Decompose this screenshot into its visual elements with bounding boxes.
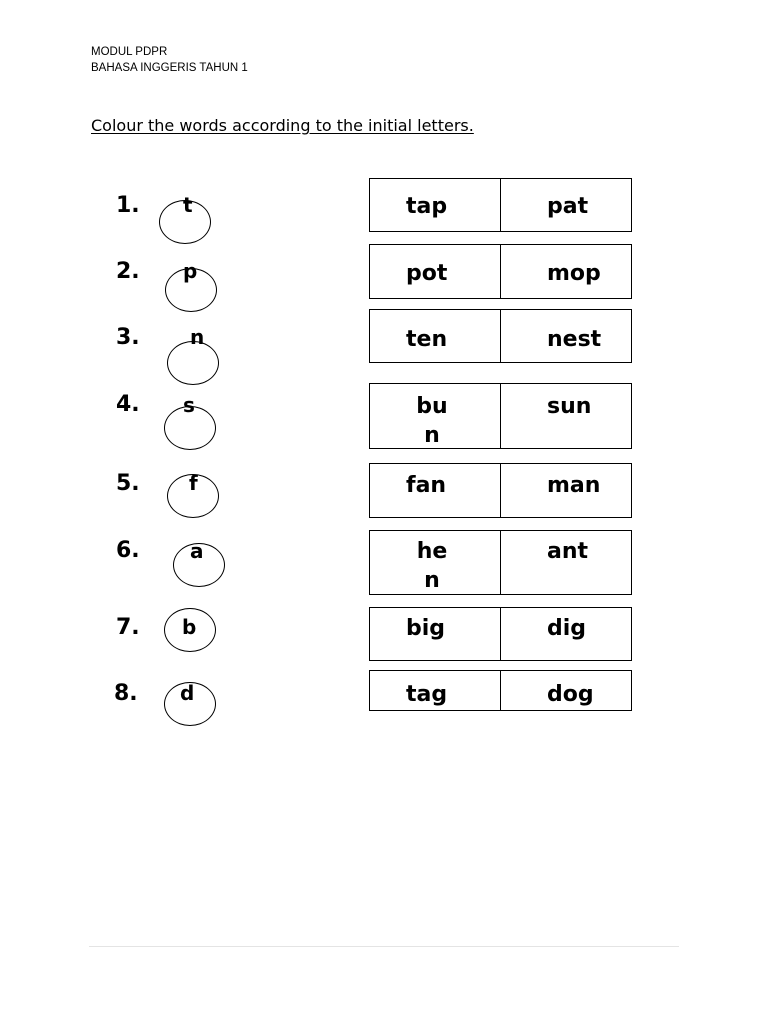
word-cell[interactable] (500, 608, 631, 660)
item-number: 7. (116, 615, 140, 640)
letter-circle[interactable] (167, 474, 219, 518)
item-number: 6. (116, 538, 140, 563)
word-cell[interactable] (370, 384, 500, 448)
initial-letter: t (183, 193, 193, 217)
word-cell[interactable] (500, 384, 631, 448)
word-box (369, 244, 632, 299)
word-text: ant (547, 539, 589, 564)
word-text: big (406, 616, 446, 641)
word-cell[interactable] (370, 671, 500, 710)
word-text: pot (406, 261, 448, 286)
module-header (91, 44, 248, 76)
word-cell[interactable] (500, 310, 631, 362)
word-box (369, 607, 632, 661)
initial-letter: s (183, 393, 195, 417)
letter-circle[interactable] (167, 341, 219, 385)
item-number: 8. (114, 681, 138, 706)
word-cell[interactable] (370, 464, 500, 517)
word-cell[interactable] (370, 608, 500, 660)
word-cell[interactable] (500, 179, 631, 231)
word-text: pat (547, 194, 589, 219)
letter-circle[interactable] (159, 200, 211, 244)
word-text: mop (547, 261, 601, 286)
footer-divider (89, 946, 679, 947)
word-cell[interactable] (370, 245, 500, 298)
module-subject: BAHASA INGGERIS TAHUN 1 (91, 62, 248, 74)
initial-letter: f (189, 471, 198, 495)
word-text: fan (406, 473, 447, 498)
word-cell[interactable] (500, 245, 631, 298)
item-number: 5. (116, 471, 140, 496)
letter-circle[interactable] (165, 268, 217, 312)
item-number: 3. (116, 325, 140, 350)
item-number: 2. (116, 259, 140, 284)
word-text: tag (406, 682, 448, 707)
word-box (369, 670, 632, 711)
letter-circle[interactable] (164, 406, 216, 450)
word-box (369, 309, 632, 363)
word-text: ten (406, 327, 448, 352)
word-text: dog (547, 682, 594, 707)
word-box (369, 383, 632, 449)
item-number: 4. (116, 392, 140, 417)
initial-letter: n (190, 325, 205, 349)
item-number: 1. (116, 193, 140, 218)
word-cell[interactable] (500, 671, 631, 710)
word-cell[interactable] (370, 179, 500, 231)
word-box (369, 178, 632, 232)
word-text: dig (547, 616, 587, 641)
initial-letter: d (180, 681, 195, 705)
word-box (369, 530, 632, 595)
word-text: nest (547, 327, 602, 352)
word-text: man (547, 473, 601, 498)
module-title: MODUL PDPR (91, 46, 168, 58)
word-cell[interactable] (370, 310, 500, 362)
word-text: bun (416, 394, 448, 448)
initial-letter: p (183, 259, 198, 283)
letter-circle[interactable] (164, 608, 216, 652)
letter-circle[interactable] (164, 682, 216, 726)
instruction-text: Colour the words according to the initial letters. (91, 116, 474, 135)
letter-circle[interactable] (173, 543, 225, 587)
word-cell[interactable] (370, 531, 500, 594)
initial-letter: b (182, 615, 197, 639)
word-text: hen (416, 539, 448, 593)
word-cell[interactable] (500, 531, 631, 594)
word-box (369, 463, 632, 518)
initial-letter: a (190, 539, 204, 563)
word-text: tap (406, 194, 448, 219)
word-text: sun (547, 394, 592, 419)
word-cell[interactable] (500, 464, 631, 517)
